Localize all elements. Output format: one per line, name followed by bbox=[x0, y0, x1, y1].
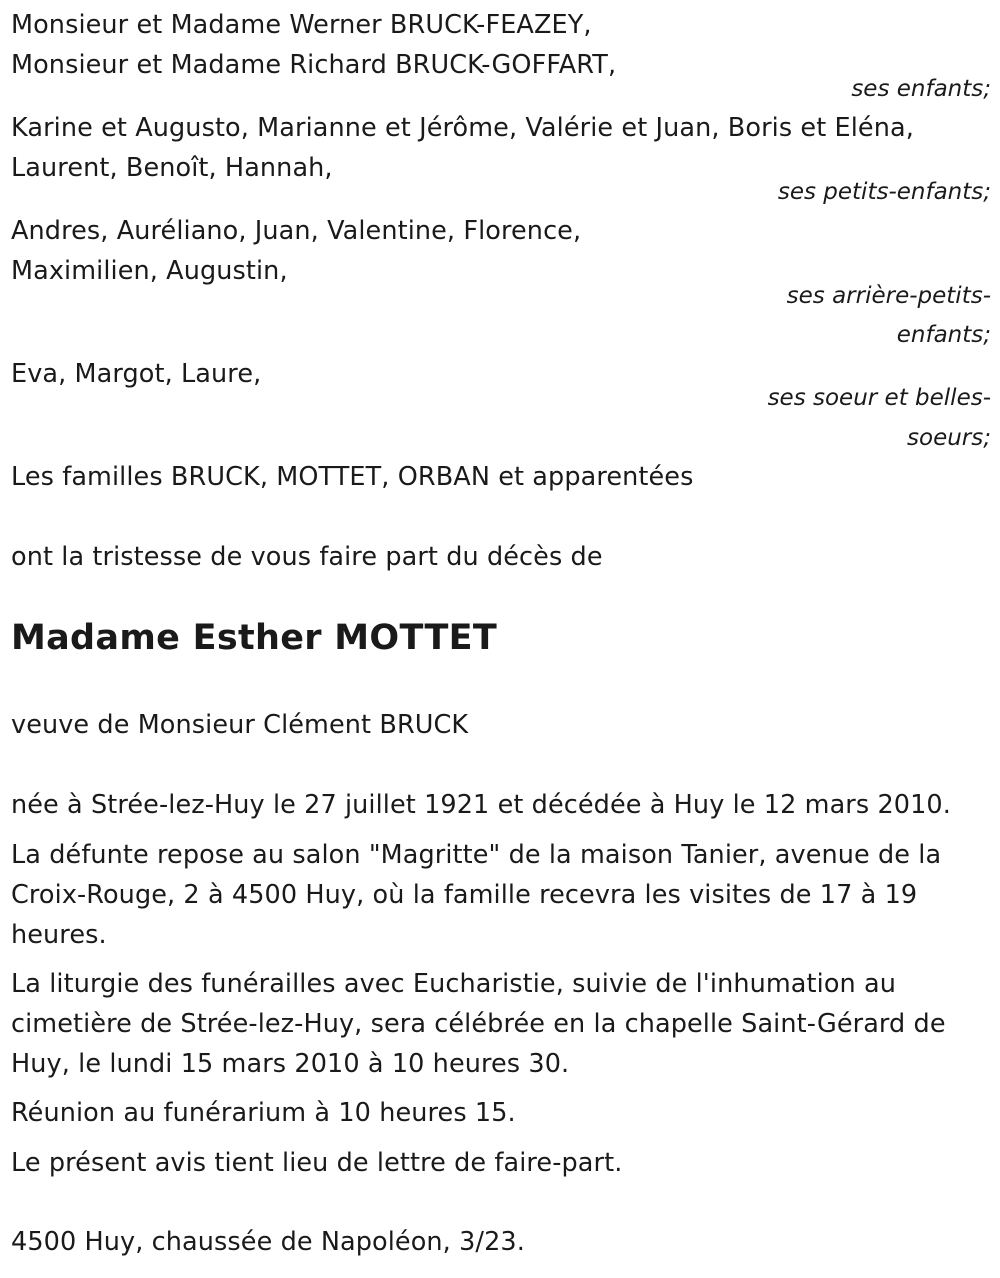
great-grandchildren-role-line-2: enfants; bbox=[896, 322, 991, 348]
liturgy-line-1: La liturgie des funérailles avec Eucharistie, suivie de l'inhumation au bbox=[11, 969, 896, 999]
rest-line-3: heures. bbox=[11, 920, 107, 950]
families-line: Les familles BRUCK, MOTTET, ORBAN et apparentées bbox=[11, 462, 694, 492]
notice-line: Le présent avis tient lieu de lettre de faire-part. bbox=[11, 1148, 623, 1178]
rest-line-2: Croix-Rouge, 2 à 4500 Huy, où la famille recevra les visites de 17 à 19 bbox=[11, 880, 918, 910]
great-grandchildren-line-2: Maximilien, Augustin, bbox=[11, 256, 288, 286]
birth-death-line: née à Strée-lez-Huy le 27 juillet 1921 et décédée à Huy le 12 mars 2010. bbox=[11, 790, 951, 820]
siblings-role-line-2: soeurs; bbox=[907, 425, 991, 451]
children-role: ses enfants; bbox=[851, 76, 991, 102]
deceased-name: Madame Esther MOTTET bbox=[11, 618, 498, 658]
grandchildren-line-1: Karine et Augusto, Marianne et Jérôme, Valérie et Juan, Boris et Eléna, bbox=[11, 113, 914, 143]
liturgy-line-2: cimetière de Strée-lez-Huy, sera célébrée en la chapelle Saint-Gérard de bbox=[11, 1009, 946, 1039]
liturgy-line-3: Huy, le lundi 15 mars 2010 à 10 heures 30. bbox=[11, 1049, 570, 1079]
children-line-2: Monsieur et Madame Richard BRUCK-GOFFART, bbox=[11, 50, 617, 80]
grandchildren-role: ses petits-enfants; bbox=[777, 179, 991, 205]
children-line-1: Monsieur et Madame Werner BRUCK-FEAZEY, bbox=[11, 10, 592, 40]
siblings-role-line-1: ses soeur et belles- bbox=[767, 385, 991, 411]
widow-of-line: veuve de Monsieur Clément BRUCK bbox=[11, 710, 469, 740]
address-line: 4500 Huy, chaussée de Napoléon, 3/23. bbox=[11, 1227, 525, 1257]
meeting-line: Réunion au funérarium à 10 heures 15. bbox=[11, 1098, 516, 1128]
great-grandchildren-line-1: Andres, Auréliano, Juan, Valentine, Florence, bbox=[11, 216, 582, 246]
announcement-line: ont la tristesse de vous faire part du décès de bbox=[11, 542, 603, 572]
great-grandchildren-role-line-1: ses arrière-petits- bbox=[786, 283, 991, 309]
siblings-line-1: Eva, Margot, Laure, bbox=[11, 359, 262, 389]
rest-line-1: La défunte repose au salon "Magritte" de la maison Tanier, avenue de la bbox=[11, 840, 942, 870]
grandchildren-line-2: Laurent, Benoît, Hannah, bbox=[11, 153, 333, 183]
